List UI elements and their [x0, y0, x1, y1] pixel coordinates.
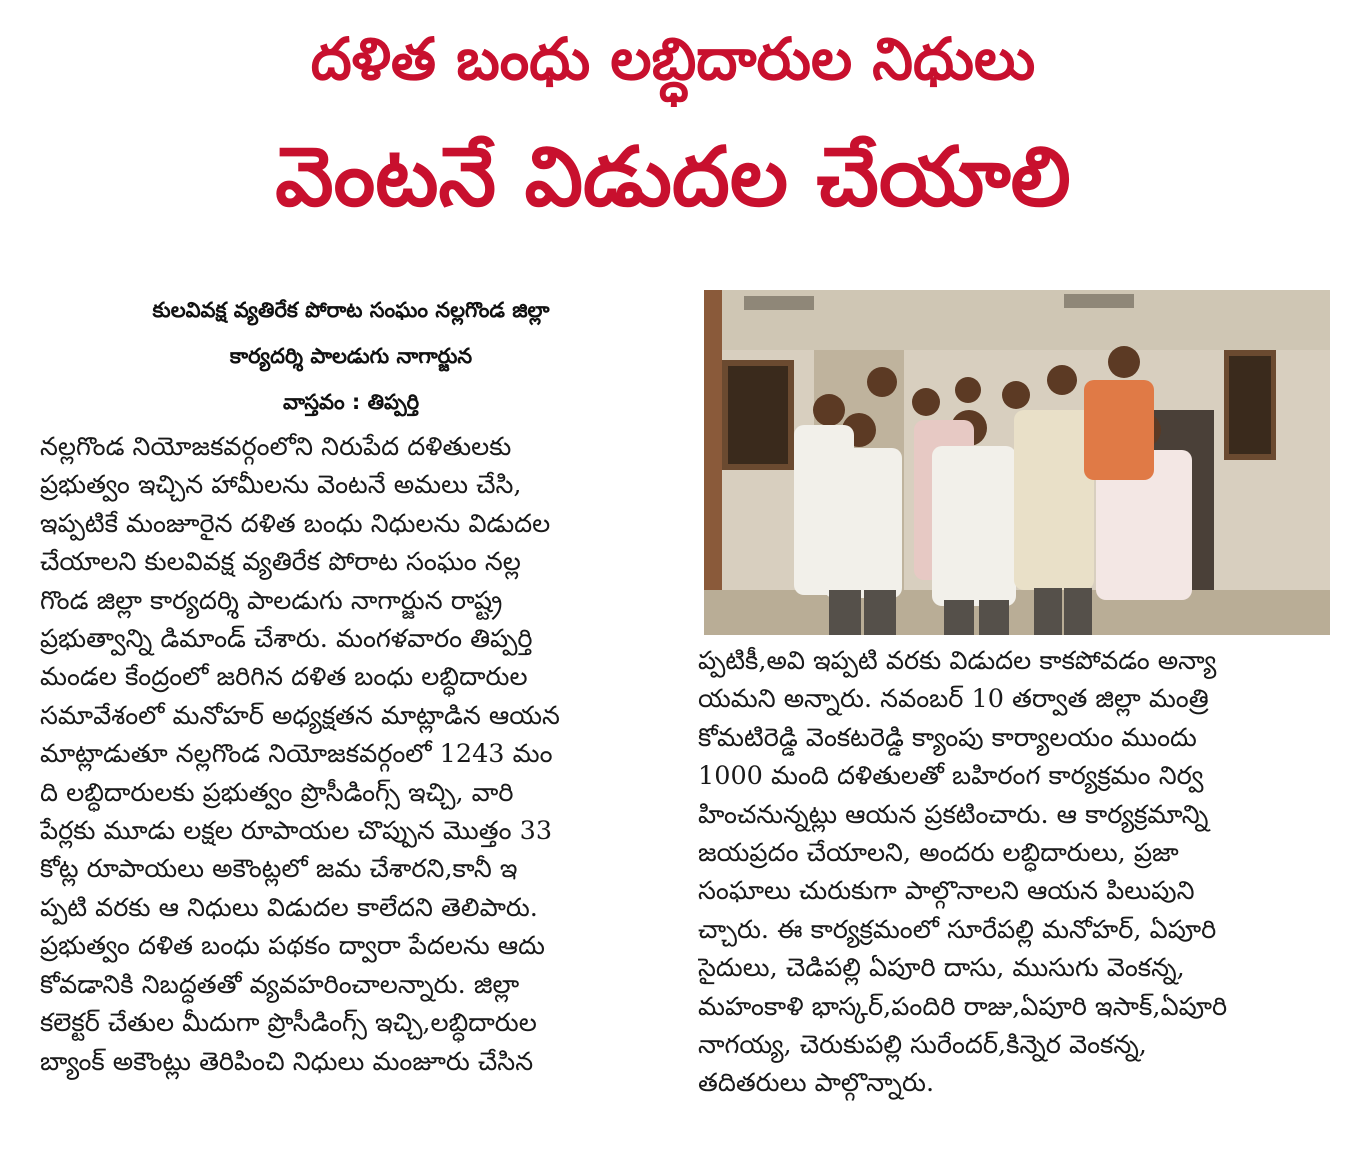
body-line: కోమటిరెడ్డి వెంకటరెడ్డి క్యాంపు కార్యాలయం ముందు: [698, 722, 1197, 753]
body-line: ప్రభుత్వం ఇచ్చిన హామీలను వెంటనే అమలు చేసి,: [40, 470, 522, 501]
body-line: ఇప్పటికే మంజూరైన దళిత బంధు నిధులను విడుదల: [40, 508, 551, 539]
body-line: సైదులు, చెడిపల్లి ఏపూరి దాసు, ముసుగు వెంకన్న,: [698, 953, 1185, 984]
body-line: చేయాలని కులవివక్ష వ్యతిరేక పోరాట సంఘం నల్ల: [40, 547, 521, 578]
body-line: సంఘాలు చురుకుగా పాల్గొనాలని ఆయన పిలుపుని: [698, 876, 1195, 907]
article-body-left: [40, 428, 662, 1081]
body-line: ది లబ్ధిదారులకు ప్రభుత్వం ప్రొసీడింగ్స్ ఇచ్చి, వారి: [40, 777, 514, 808]
body-line: నాగయ్య, చెరుకుపల్లి సురేందర్,కిన్నెర వెంకన్న,: [698, 1030, 1147, 1061]
body-line: జయప్రదం చేయాలని, అందరు లబ్ధిదారులు, ప్రజా: [698, 838, 1179, 869]
body-line: మహంకాళి భాస్కర్,పందిరి రాజు,ఏపూరి ఇసాక్,ఏపూరి: [698, 991, 1228, 1022]
byline-organization: కులవివక్ష వ్యతిరేక పోరాట సంఘం నల్లగొండ జిల్లా: [152, 298, 550, 322]
byline-secretary: కార్యదర్శి పాలడుగు నాగార్జున: [229, 344, 473, 368]
news-photo: [704, 290, 1330, 635]
group-photo-illustration: [704, 290, 1330, 635]
body-line: ప్రభుత్వం దళిత బంధు పథకం ద్వారా పేదలను ఆదు: [40, 931, 545, 962]
body-line: తదితరులు పాల్గొన్నారు.: [698, 1068, 935, 1099]
body-line: ప్పటి వరకు ఆ నిధులు విడుదల కాలేదని తెలిపారు.: [40, 892, 538, 923]
body-line: గొండ జిల్లా కార్యదర్శి పాలడుగు నాగార్జున రాష్ట్ర: [40, 585, 503, 616]
body-line: సమావేశంలో మనోహర్ అధ్యక్షతన మాట్లాడిన ఆయన: [40, 700, 560, 731]
body-line: బ్యాంక్ అకౌంట్లు తెరిపించి నిధులు మంజూరు చేసిన: [40, 1046, 534, 1077]
body-line: పేర్లకు మూడు లక్షల రూపాయల చొప్పున మొత్తం 33: [40, 816, 553, 847]
body-line: కోట్ల రూపాయలు అకౌంట్లలో జమ చేశారని,కానీ ఇ: [40, 854, 518, 885]
article-body-right: [698, 642, 1320, 1103]
body-line: కలెక్టర్ చేతుల మీదుగా ప్రొసీడింగ్స్ ఇచ్చి,లబ్ధిదారుల: [40, 1008, 537, 1039]
body-line: ప్పటికీ,అవి ఇప్పటి వరకు విడుదల కాకపోవడం అన్యా: [698, 646, 1217, 676]
body-line: యమని అన్నారు. నవంబర్ 10 తర్వాత జిల్లా మంత్రి: [698, 684, 1209, 715]
body-line: కోవడానికి నిబద్ధతతో వ్యవహరించాలన్నారు. జిల్లా: [40, 969, 520, 1000]
body-line: మాట్లాడుతూ నల్లగొండ నియోజకవర్గంలో 1243 మం: [40, 739, 553, 770]
body-line: మండల కేంద్రంలో జరిగిన దళిత బంధు లబ్ధిదారుల: [40, 662, 528, 693]
headline-line-1: దళిత బంధు లబ్ధిదారుల నిధులు: [310, 25, 1036, 93]
body-line: చ్చారు. ఈ కార్యక్రమంలో సూరేపల్లి మనోహర్, ఏపూరి: [698, 914, 1217, 945]
body-line: ప్రభుత్వాన్ని డిమాండ్ చేశారు. మంగళవారం తిప్పర్తి: [40, 624, 533, 655]
body-line: నల్లగొండ నియోజకవర్గంలోని నిరుపేద దళితులకు: [40, 432, 512, 462]
body-line: 1000 మంది దళితులతో బహిరంగ కార్యక్రమం నిర్వ: [698, 761, 1204, 792]
headline-line-2: వెంటనే విడుదల చేయాలి: [275, 130, 1071, 225]
body-line: హించనున్నట్లు ఆయన ప్రకటించారు. ఆ కార్యక్రమాన్ని: [698, 799, 1209, 830]
byline-dateline: వాస్తవం : తిప్పర్తి: [282, 390, 420, 414]
